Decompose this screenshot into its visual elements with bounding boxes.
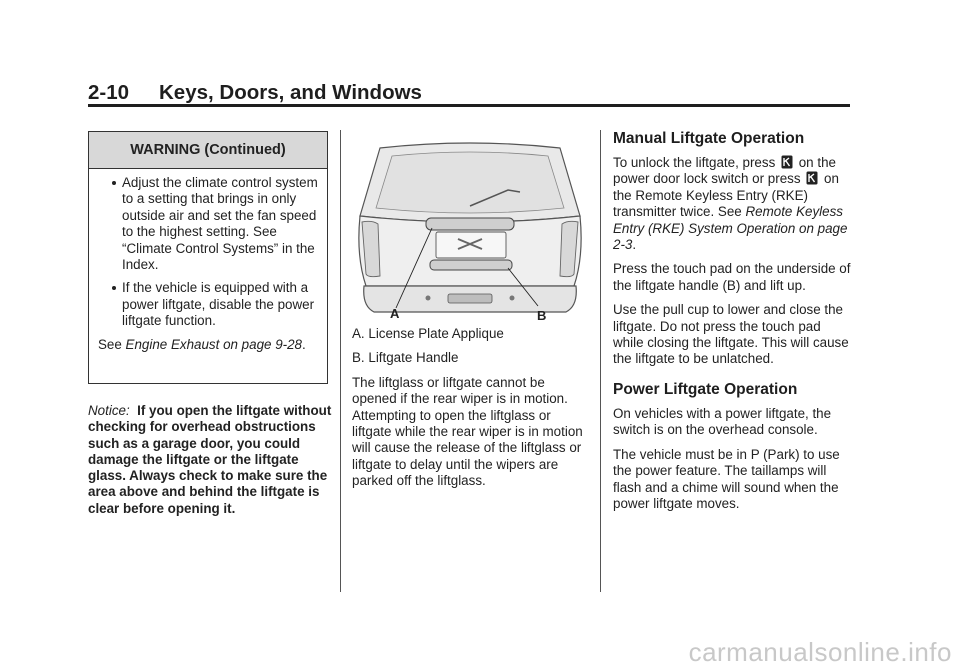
notice-text: If you open the liftgate without checking for overhead obstructions such as a garage door, you could damage the liftgate or the liftgate glass. Always check to make sure the area above and behind the liftgate is clear before opening it. xyxy=(88,403,332,516)
header-rule xyxy=(88,104,850,107)
manual-unlock-paragraph xyxy=(613,155,853,253)
column-divider xyxy=(340,130,341,592)
pull-cup-paragraph: Use the pull cup to lower and close the liftgate. Do not press the touch pad while closing the liftgate. This will cause the liftgate to be unlatched. xyxy=(613,302,849,367)
cross-reference-link[interactable]: Engine Exhaust on page 9-28 xyxy=(125,336,302,352)
touch-pad-paragraph: Press the touch pad on the underside of the liftgate handle (B) and lift up. xyxy=(613,261,851,293)
watermark: carmanualsonline.info xyxy=(688,637,952,667)
vehicle-rear-illustration xyxy=(352,136,588,322)
power-park-paragraph: The vehicle must be in P (Park) to use the power feature. The taillamps will flash and a chime will sound when the power liftgate moves. xyxy=(613,446,840,511)
power-liftgate-heading: Power Liftgate Operation xyxy=(613,380,798,398)
column-divider xyxy=(600,130,601,592)
unlock-text-a: To unlock the liftgate, press xyxy=(613,155,776,170)
page-number: 2-10 xyxy=(88,81,130,104)
see-suffix: . xyxy=(302,336,306,352)
unlock-key-icon xyxy=(781,155,793,169)
unlock-text-end: . xyxy=(632,237,637,253)
notice-paragraph xyxy=(88,403,333,517)
unlock-text-c: on the Remote Keyless Entry (RKE) transmitter twice. See xyxy=(613,171,839,220)
figure-caption-b: B. Liftgate Handle xyxy=(352,350,459,366)
liftgate-operation-column xyxy=(613,129,853,520)
section-title: Keys, Doors, and Windows xyxy=(159,81,422,104)
callout-a-label: A xyxy=(390,306,400,321)
bullet-dot-icon xyxy=(112,181,116,185)
unlock-key-icon xyxy=(806,171,818,185)
notice-label: Notice: xyxy=(88,403,130,418)
warning-body xyxy=(89,169,327,353)
warning-see-reference xyxy=(98,337,319,353)
manual-liftgate-heading: Manual Liftgate Operation xyxy=(613,130,805,147)
warning-bullet xyxy=(98,280,319,329)
warning-bullet-text: Adjust the climate control system to a setting that brings in only outside air and set the fan speed to the highest setting. See “Climate Control Systems” in the Index. xyxy=(122,175,318,273)
callout-b-label: B xyxy=(537,308,547,323)
warning-bullet-text: If the vehicle is equipped with a power liftgate, disable the power liftgate function. xyxy=(122,280,315,329)
see-prefix: See xyxy=(98,336,126,352)
figure-caption-a: A. License Plate Applique xyxy=(352,326,504,341)
warning-bullet xyxy=(98,175,319,273)
figure-column xyxy=(352,136,588,498)
wiper-paragraph: The liftglass or liftgate cannot be opened if the rear wiper is in motion. Attempting to open the liftglass or liftgate while the rear wiper is in motion will cause the release of the liftglass or liftgate to delay until the wipers are parked off the liftglass. xyxy=(352,374,583,489)
warning-heading: WARNING (Continued) xyxy=(89,132,327,169)
liftgate-illustration xyxy=(352,136,588,326)
warning-box xyxy=(88,131,328,384)
unlock-text-b: on the power door lock switch or press xyxy=(613,155,836,187)
power-switch-paragraph: On vehicles with a power liftgate, the switch is on the overhead console. xyxy=(613,405,832,438)
bullet-dot-icon xyxy=(112,286,116,290)
page-header xyxy=(88,80,850,106)
rke-reference-link[interactable]: Remote Keyless Entry (RKE) System Operation on page 2-3 xyxy=(613,204,848,253)
